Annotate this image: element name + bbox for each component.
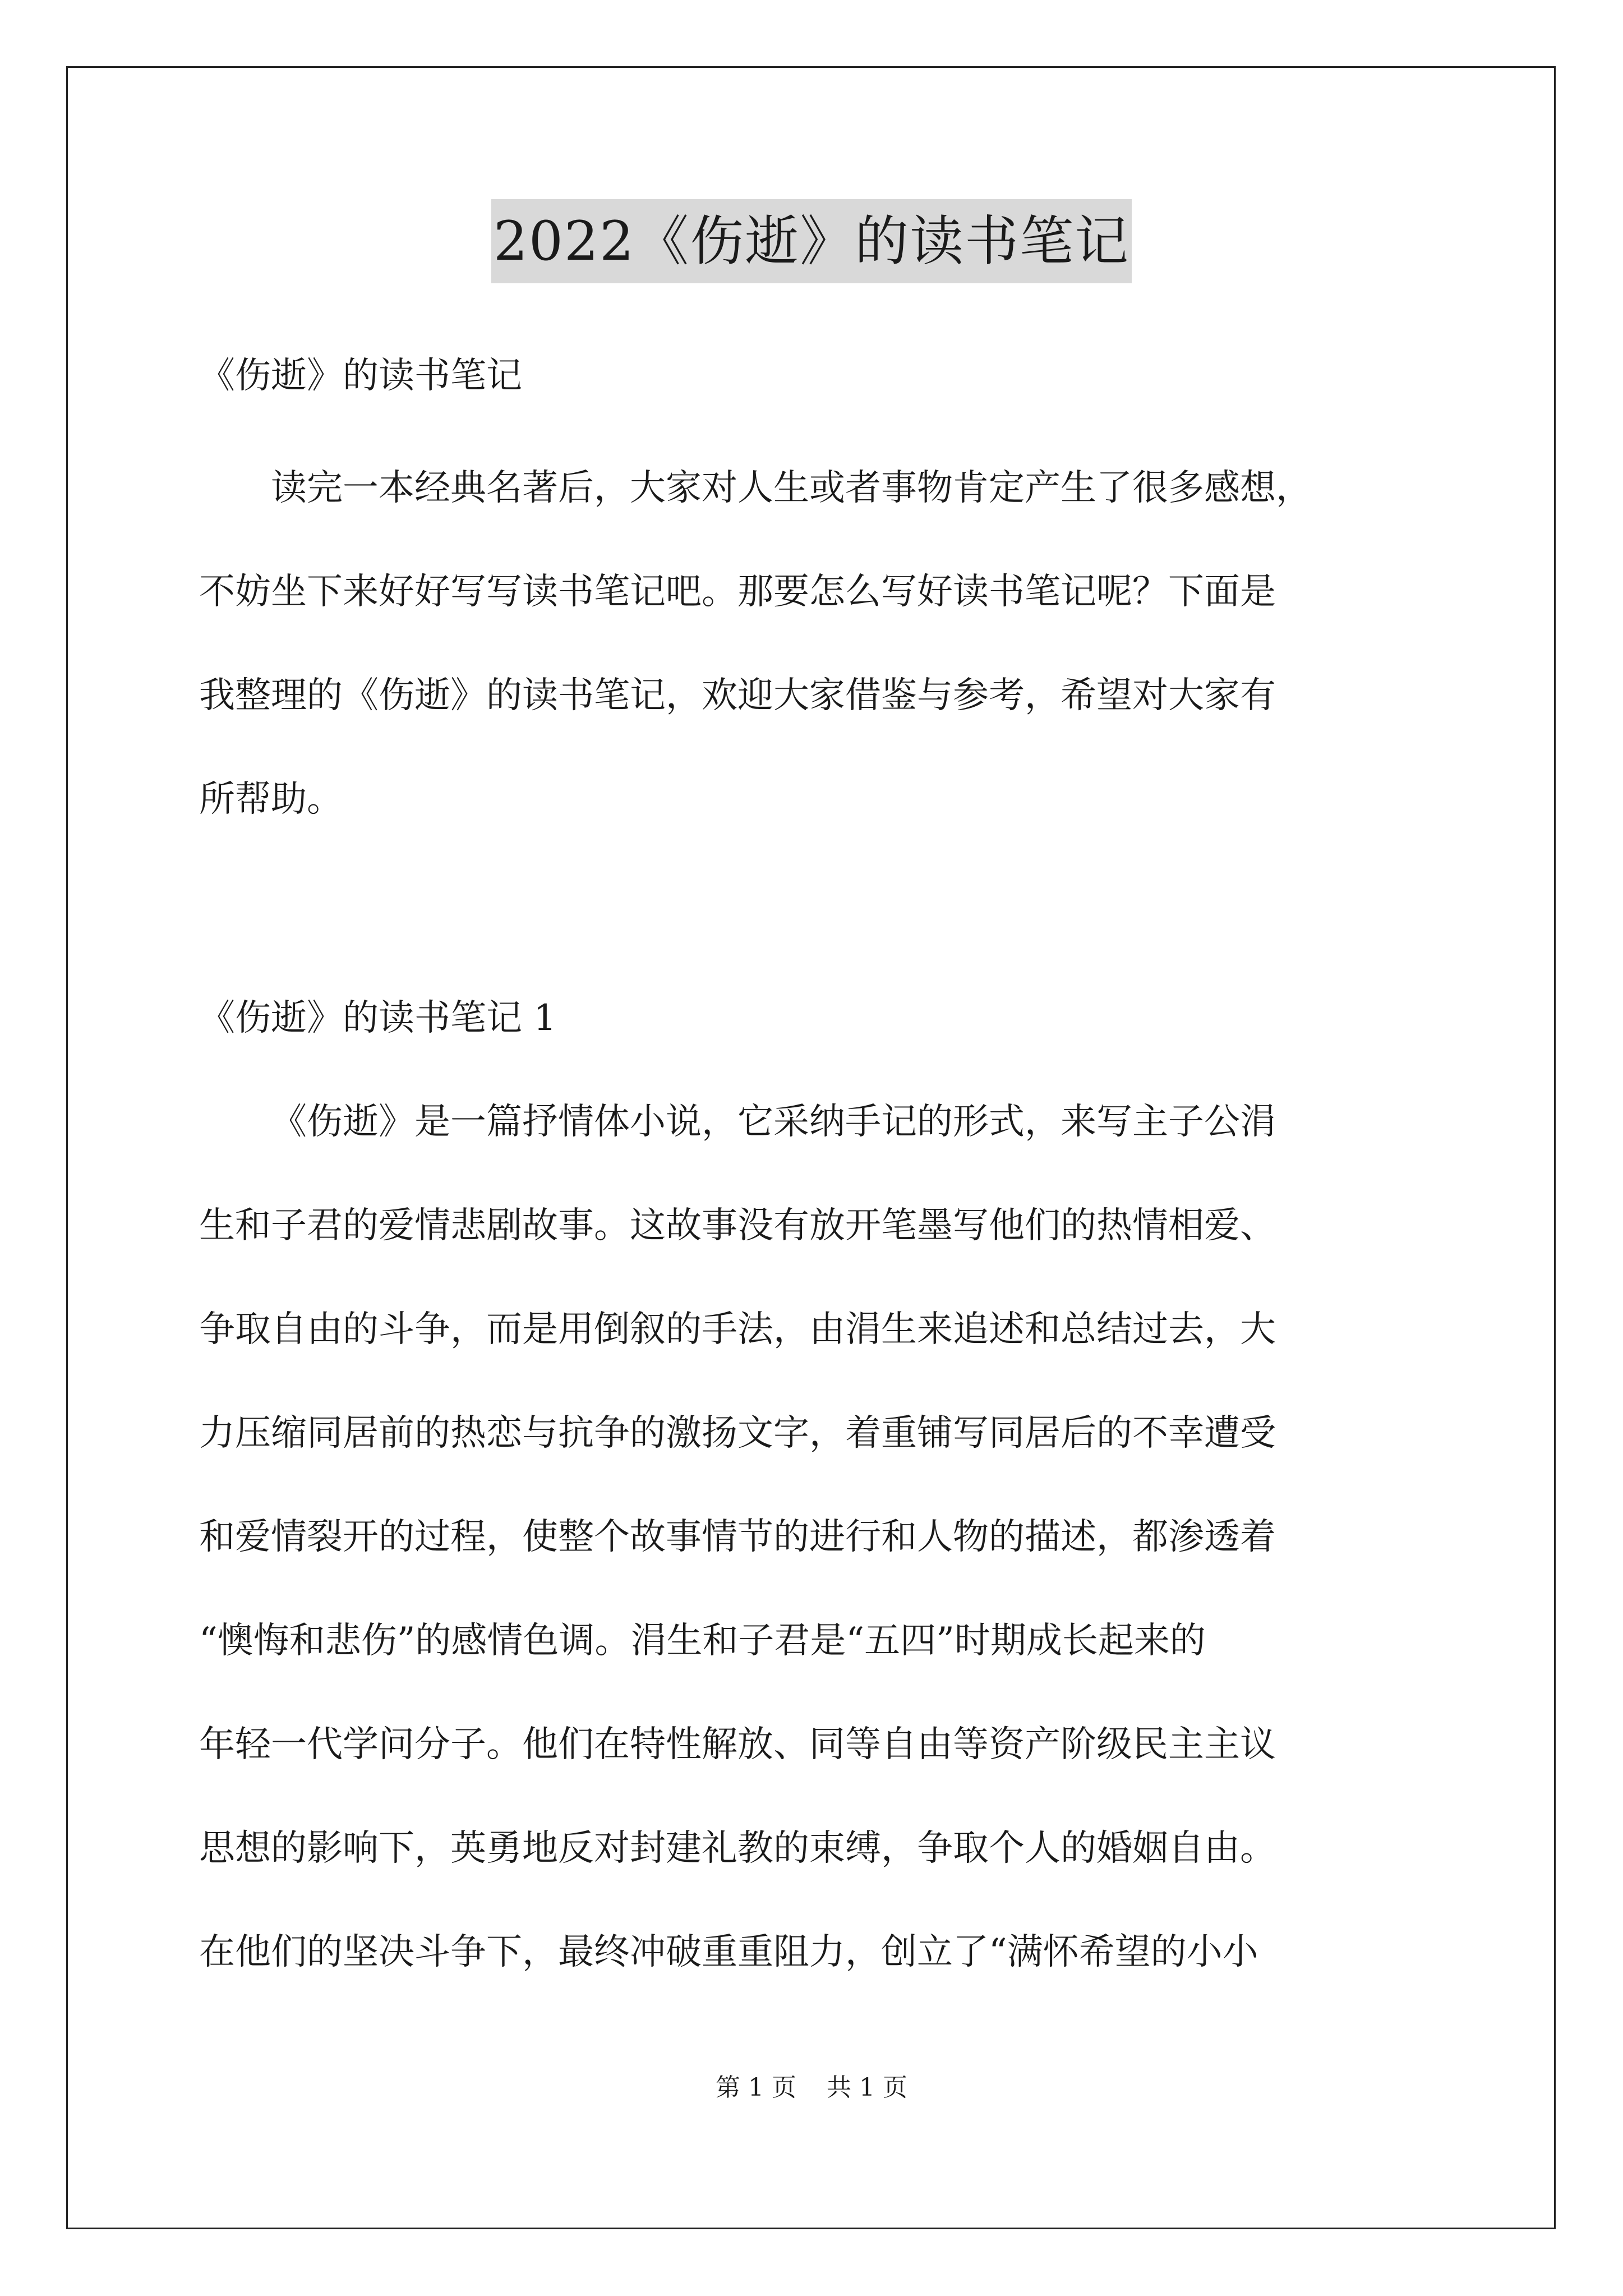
page-total: 共 1 页 (827, 2073, 907, 2102)
body-line: 《伤逝》是一篇抒情体小说，它采纳手记的形式，来写主子公涓 (271, 1101, 1276, 1143)
body-line: 在他们的坚决斗争下，最终冲破重重阻力，创立了“满怀希望的小小 (199, 1931, 1258, 1973)
intro-line: 读完一本经典名著后，大家对人生或者事物肯定产生了很多感想， (271, 467, 1312, 509)
page-footer (0, 2071, 1623, 2105)
subtitle: 《伤逝》的读书笔记 (199, 355, 522, 397)
body-line: 生和子君的爱情悲剧故事。这故事没有放开笔墨写他们的热情相爱、 (199, 1205, 1276, 1246)
body-line: 和爱情裂开的过程，使整个故事情节的进行和人物的描述，都渗透着 (199, 1516, 1276, 1558)
body-line: “懊悔和悲伤”的感情色调。涓生和子君是“五四”时期成长起来的 (199, 1620, 1206, 1662)
title-container (0, 199, 1623, 283)
intro-line: 所帮助。 (199, 779, 343, 820)
body-line: 思想的影响下，英勇地反对封建礼教的束缚，争取个人的婚姻自由。 (199, 1828, 1276, 1869)
document-title: 2022《伤逝》的读书笔记 (491, 199, 1132, 283)
intro-line: 不妨坐下来好好写写读书笔记吧。那要怎么写好读书笔记呢？下面是 (199, 571, 1276, 613)
body-line: 年轻一代学问分子。他们在特性解放、同等自由等资产阶级民主主议 (199, 1724, 1276, 1765)
page-number: 第 1 页 (716, 2073, 796, 2102)
body-line: 争取自由的斗争，而是用倒叙的手法，由涓生来追述和总结过去，大 (199, 1309, 1276, 1350)
section-heading: 《伤逝》的读书笔记 1 (199, 997, 557, 1039)
body-line: 力压缩同居前的热恋与抗争的激扬文字，着重铺写同居后的不幸遭受 (199, 1412, 1276, 1454)
intro-line: 我整理的《伤逝》的读书笔记，欢迎大家借鉴与参考，希望对大家有 (199, 675, 1276, 716)
